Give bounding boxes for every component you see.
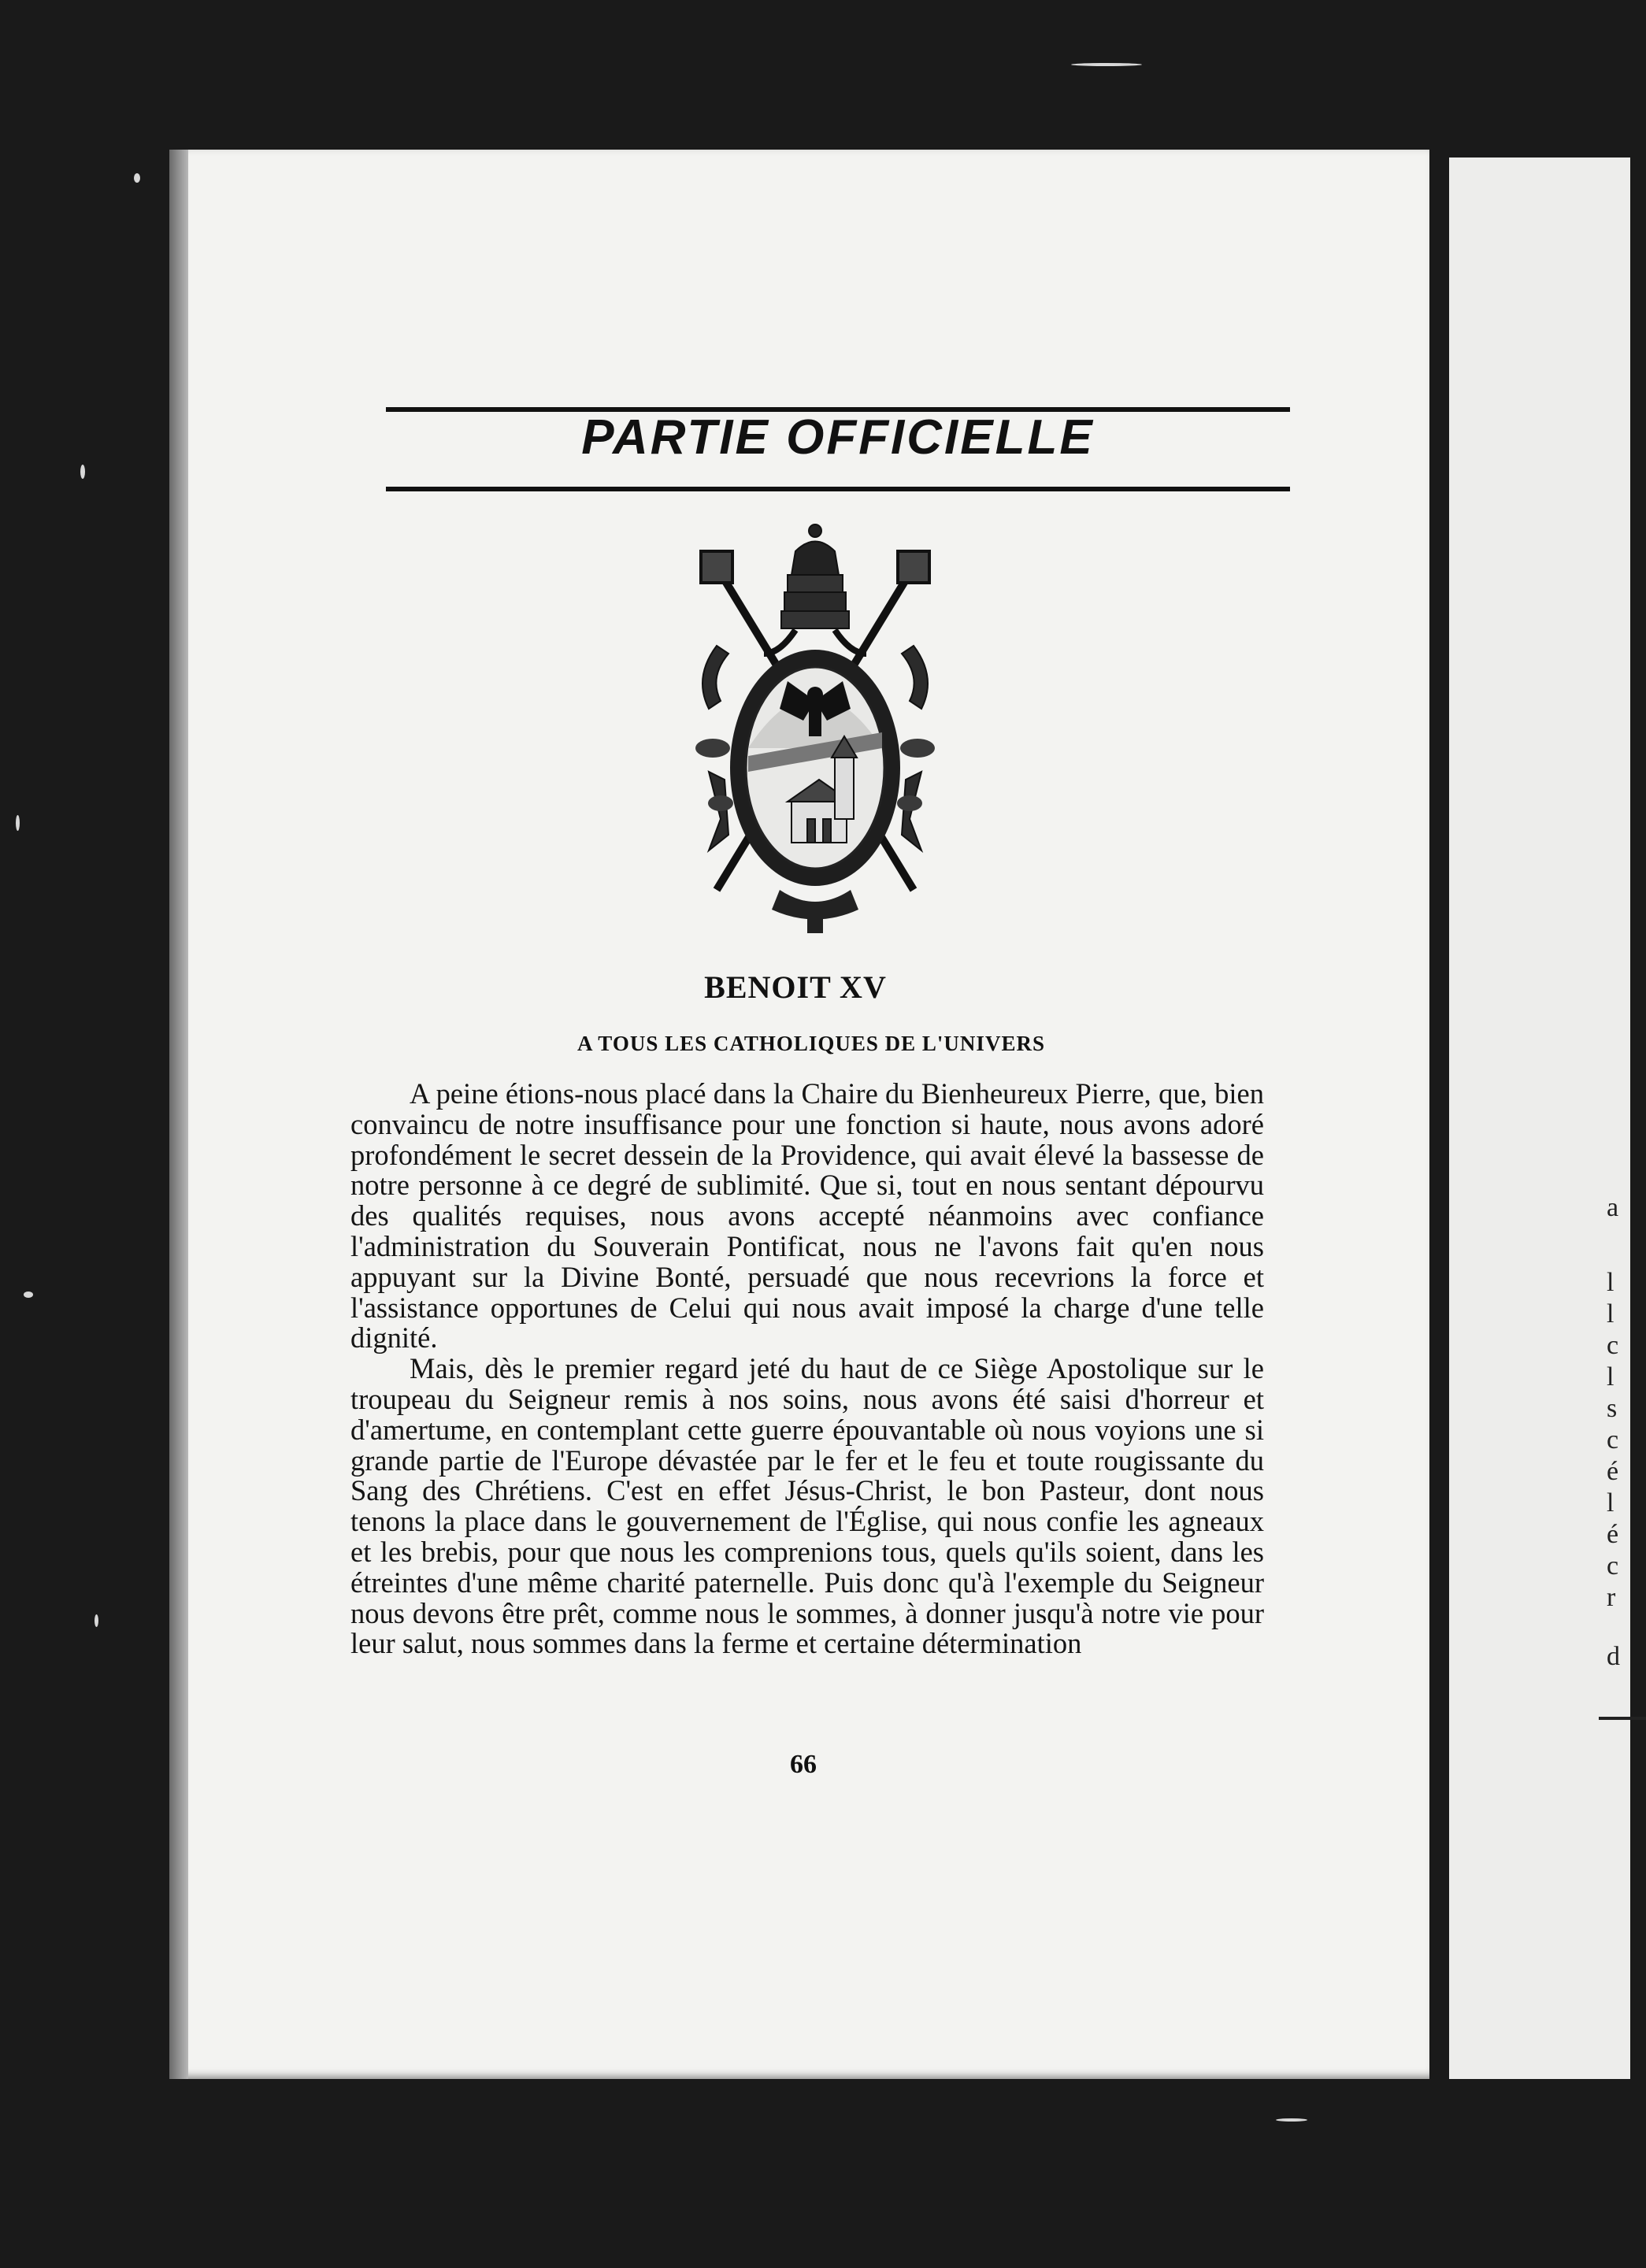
papal-coat-of-arms (685, 520, 945, 945)
adjacent-line-fragment: r (1607, 1583, 1616, 1612)
adjacent-line-fragment: c (1607, 1425, 1619, 1455)
body-text (350, 1079, 1264, 1659)
adjacent-line-fragment: a (1607, 1193, 1619, 1222)
adjacent-line-fragment: s (1607, 1394, 1618, 1423)
tiara-icon (764, 524, 866, 654)
page-number: 66 (790, 1750, 817, 1779)
pope-name: BENOIT XV (704, 969, 887, 1005)
film-speck (16, 815, 20, 831)
adjacent-line-fragment: l (1607, 1488, 1614, 1518)
adjacent-line-fragment: é (1607, 1520, 1619, 1549)
paragraph: Mais, dès le premier regard jeté du haut de ce Siège Apostolique sur le troupeau du Seigneur remis à nos soins, nous avons été saisi d'horreur et d'amertume, en contemplant cette guerre épouvantable où nous voyions une si grande partie de l'Europe dévastée par le fer et le feu et toute rougissante du Sang des Chrétiens. C'est en effet Jésus-Christ, le bon Pasteur, dont nous tenons la place dans le gouvernement de l'Église, qui nous confie les agneaux et les brebis, pour que nous les comprenions tous, quels qu'ils soient, dans les étreintes d'une même charité paternelle. Puis donc qu'à l'exemple du Seigneur nous devons être prêt, comme nous le sommes, à donner jusqu'à notre vie pour leur salut, nous sommes dans la ferme et certaine détermination (350, 1352, 1264, 1660)
page-edge-shadow (169, 150, 188, 2079)
paragraph: A peine étions-nous placé dans la Chaire du Bienheureux Pierre, que, bien convaincu de notre insuffisance pour une fonction si haute, nous avons adoré profondément le secret dessein de la Providence, qui avait élevé la bassesse de notre personne à ce degré de sublimité. Que si, tout en nous sentant dépourvu des qualités requises, nous avons accepté néanmoins avec confiance l'administration du Souverain Pontificat, nous ne l'avons fait qu'en nous appuyant sur la Divine Bonté, persuadé que nous recevrions la force et l'assistance opportunes de Celui qui nous avait imposé la charge d'une telle dignité. (350, 1077, 1264, 1354)
adjacent-line-fragment: l (1607, 1362, 1614, 1392)
film-speck (80, 465, 85, 479)
adjacent-line-fragment: c (1607, 1331, 1619, 1360)
adjacent-line-fragment: é (1607, 1457, 1619, 1486)
film-speck (24, 1292, 33, 1298)
adjacent-rule (1599, 1717, 1646, 1720)
adjacent-line-fragment: l (1607, 1299, 1614, 1329)
film-speck (1071, 63, 1142, 66)
film-speck (1276, 2118, 1307, 2122)
section-title: PARTIE OFFICIELLE (581, 410, 1095, 465)
shield-icon (730, 650, 900, 886)
adjacent-page (1449, 158, 1630, 2079)
film-speck (95, 1614, 98, 1627)
header-rule-bottom (386, 487, 1290, 491)
adjacent-line-fragment: d (1607, 1642, 1620, 1671)
film-speck (134, 173, 140, 183)
encyclical-address: A TOUS LES CATHOLIQUES DE L'UNIVERS (577, 1032, 1045, 1055)
adjacent-line-fragment: c (1607, 1551, 1619, 1581)
adjacent-line-fragment: l (1607, 1268, 1614, 1297)
